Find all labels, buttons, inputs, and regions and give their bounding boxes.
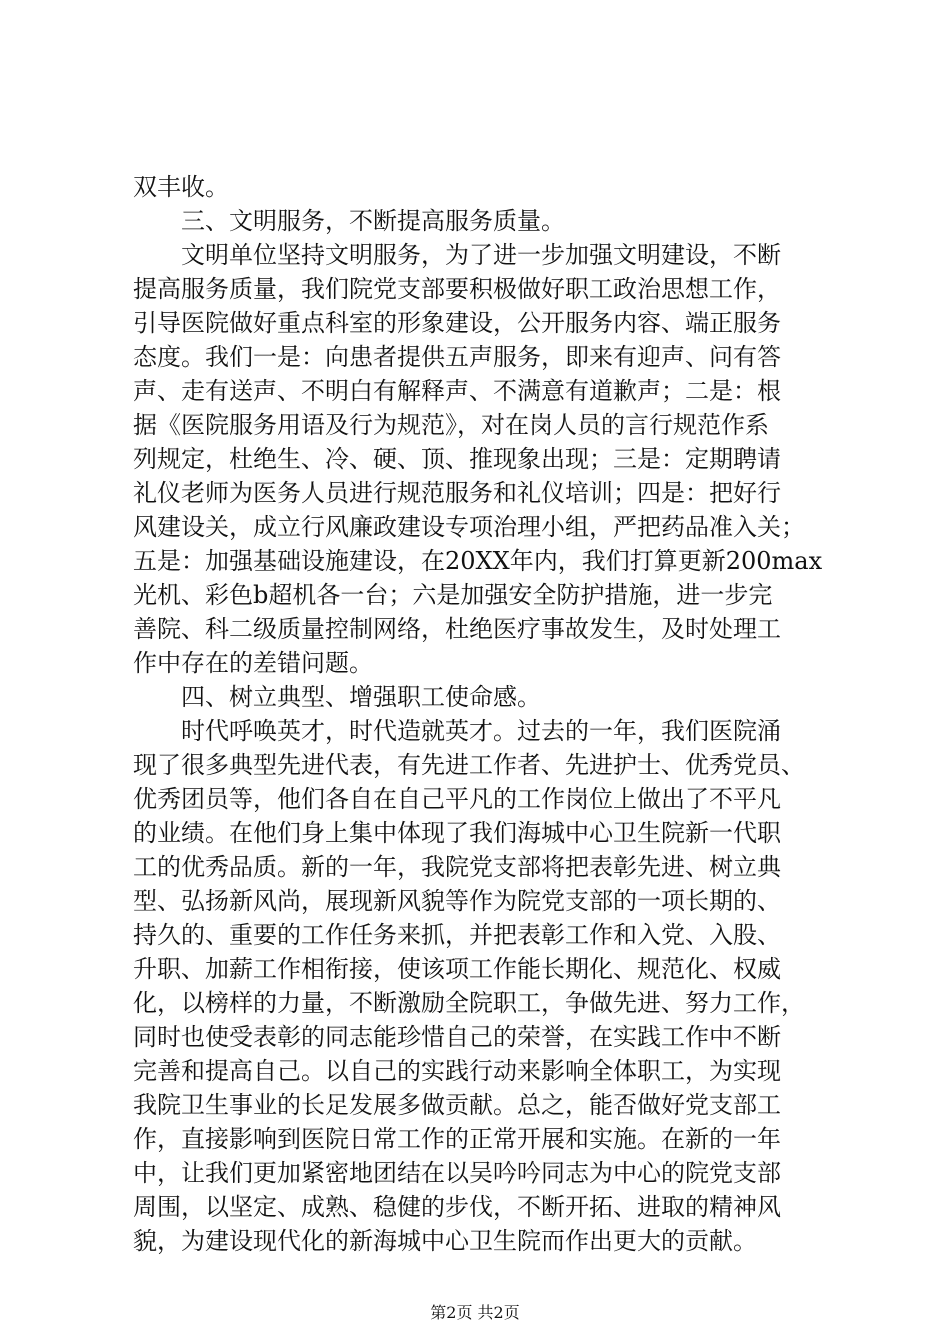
body-text-line: 礼仪老师为医务人员进行规范服务和礼仪培训；四是：把好行: [133, 479, 781, 507]
body-text-line: 善院、科二级质量控制网络，杜绝医疗事故发生，及时处理工: [133, 615, 781, 643]
body-text-line: 光机、彩色b超机各一台；六是加强安全防护措施，进一步完: [133, 581, 773, 609]
body-text-line: 文明单位坚持文明服务，为了进一步加强文明建设，不断: [181, 241, 781, 269]
body-text-line: 持久的、重要的工作任务来抓，并把表彰工作和入党、入股、: [133, 921, 781, 949]
body-text-line: 作中存在的差错问题。: [133, 649, 373, 677]
body-text-line: 貌，为建设现代化的新海城中心卫生院而作出更大的贡献。: [133, 1227, 757, 1255]
body-text-line: 化，以榜样的力量，不断激励全院职工，争做先进、努力工作，: [133, 989, 805, 1017]
body-text-line: 周围，以坚定、成熟、稳健的步伐，不断开拓、进取的精神风: [133, 1193, 781, 1221]
body-text-line: 列规定，杜绝生、冷、硬、顶、推现象出现；三是：定期聘请: [133, 445, 781, 473]
body-text-line: 完善和提高自己。以自己的实践行动来影响全体职工，为实现: [133, 1057, 781, 1085]
body-text-line: 现了很多典型先进代表，有先进工作者、先进护士、优秀党员、: [133, 751, 805, 779]
page-number-footer: 第2页 共2页: [430, 1303, 520, 1322]
body-text-line: 的业绩。在他们身上集中体现了我们海城中心卫生院新一代职: [133, 819, 781, 847]
body-text-line: 提高服务质量，我们院党支部要积极做好职工政治思想工作，: [133, 275, 781, 303]
section-heading-4: 四、树立典型、增强职工使命感。: [181, 683, 541, 711]
body-text-line: 五是：加强基础设施建设，在20XX年内，我们打算更新200max: [133, 547, 823, 575]
body-text-line: 同时也使受表彰的同志能珍惜自己的荣誉，在实践工作中不断: [133, 1023, 781, 1051]
body-text-line: 时代呼唤英才，时代造就英才。过去的一年，我们医院涌: [181, 717, 781, 745]
body-text-line: 作，直接影响到医院日常工作的正常开展和实施。在新的一年: [133, 1125, 781, 1153]
body-text-line: 中，让我们更加紧密地团结在以吴吟吟同志为中心的院党支部: [133, 1159, 781, 1187]
body-text-line: 据《医院服务用语及行为规范》，对在岗人员的言行规范作系: [133, 411, 769, 439]
body-text-line: 态度。我们一是：向患者提供五声服务，即来有迎声、问有答: [133, 343, 781, 371]
body-text-line: 升职、加薪工作相衔接，使该项工作能长期化、规范化、权威: [133, 955, 781, 983]
body-text-line: 优秀团员等，他们各自在自己平凡的工作岗位上做出了不平凡: [133, 785, 781, 813]
section-heading-3: 三、文明服务，不断提高服务质量。: [181, 207, 565, 235]
body-text-line: 双丰收。: [133, 173, 229, 201]
body-text-line: 风建设关，成立行风廉政建设专项治理小组，严把药品准入关；: [133, 513, 805, 541]
body-text-line: 工的优秀品质。新的一年，我院党支部将把表彰先进、树立典: [133, 853, 781, 881]
body-text-line: 型、弘扬新风尚，展现新风貌等作为院党支部的一项长期的、: [133, 887, 781, 915]
body-text-line: 声、走有送声、不明白有解释声、不满意有道歉声；二是：根: [133, 377, 781, 405]
body-text-line: 我院卫生事业的长足发展多做贡献。总之，能否做好党支部工: [133, 1091, 781, 1119]
body-text-line: 引导医院做好重点科室的形象建设，公开服务内容、端正服务: [133, 309, 781, 337]
